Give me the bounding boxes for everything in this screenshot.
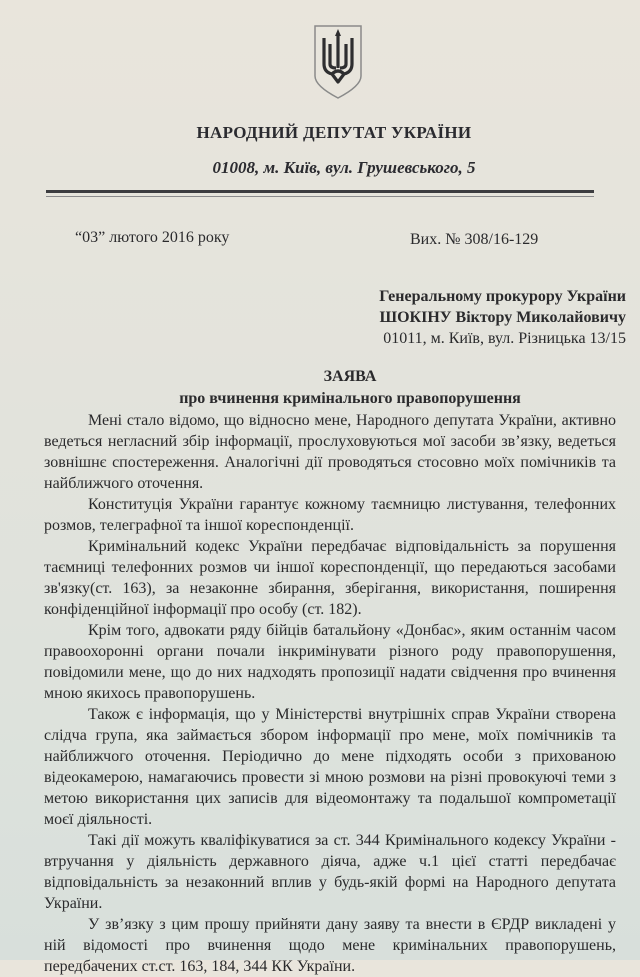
body-paragraph: Також є інформація, що у Міністерстві внутрішніх справ України створена слідча група, яка займається збором інформації про мене, моїх помічників та найближчого оточення. Періодично до мене підходять особи з прихованою відеокамерою, намагаючись провести зі мною розмови на різні провокуючі теми з метою використання цих записів для відеомонтажу та подальшої компрометації моєї діяльності. bbox=[44, 706, 616, 828]
letterhead-divider bbox=[46, 190, 594, 193]
addressee-address: 01011, м. Київ, вул. Різницька 13/15 bbox=[383, 330, 626, 347]
document-body bbox=[44, 410, 616, 977]
document-heading bbox=[0, 366, 640, 410]
document-subtitle: про вчинення кримінального правопорушення bbox=[179, 390, 521, 407]
body-paragraph: Крім того, адвокати ряду бійців батальйону «Донбас», яким останнім часом правоохоронні органи почали інкримінувати різного роду правопорушення, повідомили мене, що до них надходять пропозиції надати свідчення про вчинення мною якихось правопорушень. bbox=[44, 622, 616, 702]
letterhead-title-text: НАРОДНИЙ ДЕПУТАТ УКРАЇНИ bbox=[196, 123, 472, 142]
letter-date: “03” лютого 2016 року bbox=[75, 229, 230, 246]
outgoing-number: Вих. № 308/16-129 bbox=[410, 231, 539, 248]
letterhead-title bbox=[0, 123, 640, 143]
addressee-name: ШОКІНУ Віктору Миколайовичу bbox=[379, 309, 626, 326]
body-paragraph: Конституція України гарантує кожному таємницю листування, телефонних розмов, телеграфної та іншої кореспонденції. bbox=[44, 496, 616, 534]
addressee-position: Генеральному прокурору України bbox=[379, 288, 626, 305]
body-paragraph: У зв’язку з цим прошу прийняти дану заяву та внести в ЄРДР викладені у ній відомості про вчинення щодо мене кримінальних правопорушень, передбачених ст.ст. 163, 184, 344 КК України. bbox=[44, 916, 616, 975]
document-title: ЗАЯВА bbox=[323, 368, 377, 385]
letterhead-address bbox=[0, 158, 640, 178]
body-paragraph: Кримінальний кодекс України передбачає відповідальність за порушення таємниці телефонних розмов чи іншої кореспонденції, що передаються засобами зв'язку(ст. 163), за незаконне збирання, зберігання, використання, поширення конфіденційної інформації про особу (ст. 182). bbox=[44, 538, 616, 618]
body-paragraph: Такі дії можуть кваліфікуватися за ст. 344 Кримінального кодексу України - втручання у діяльність державного діяча, адже ч.1 цієї статті передбачає відповідальність за незаконний вплив у будь-якій формі на Народного депутата України. bbox=[44, 832, 616, 912]
addressee-block bbox=[306, 286, 626, 349]
ukraine-trident-emblem-icon bbox=[312, 24, 364, 100]
letterhead-address-text: 01008, м. Київ, вул. Грушевського, 5 bbox=[212, 158, 476, 177]
body-paragraph: Мені стало відомо, що відносно мене, Народного депутата України, активно ведеться негласний збір інформації, прослуховуються мої засоби зв’язку, ведеться зовнішнє спостереження. Аналогічні дії проводяться стосовно моїх помічників та найближчого оточення. bbox=[44, 412, 616, 492]
letterhead-divider-thin bbox=[46, 196, 594, 197]
